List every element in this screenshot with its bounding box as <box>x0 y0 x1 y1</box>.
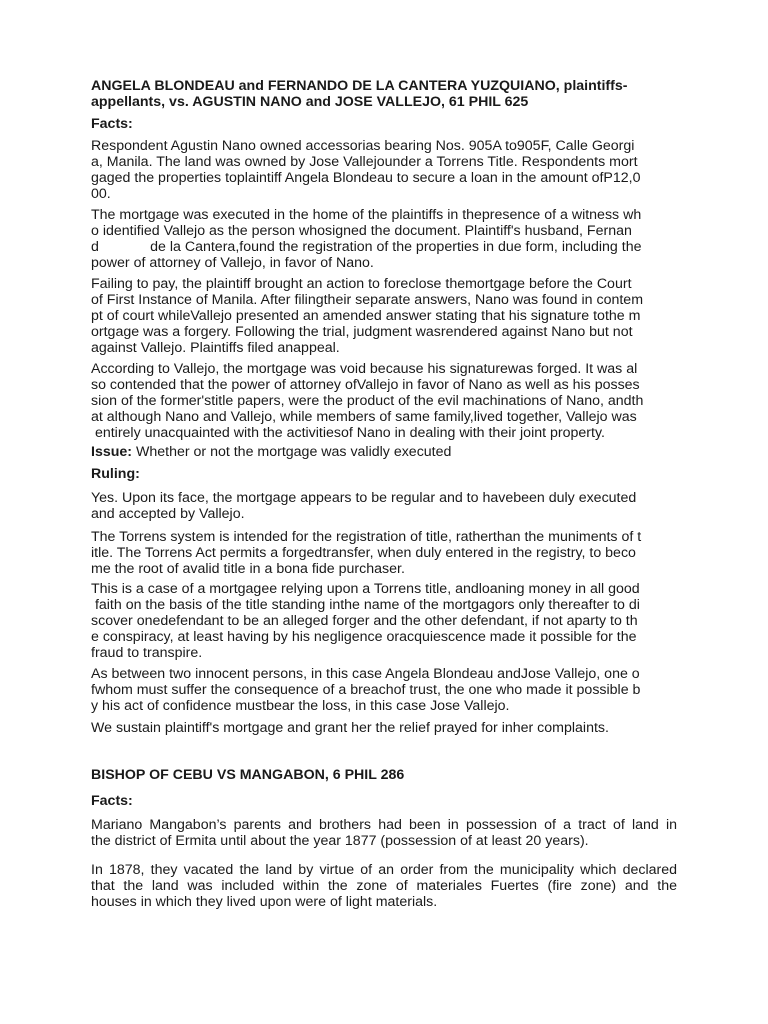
case1-issue <box>91 444 451 460</box>
text-line: According to Vallejo, the mortgage was void because his signaturewas forged. It was al <box>91 361 638 377</box>
facts-heading-text: Facts: <box>91 116 133 132</box>
case1-facts-heading <box>91 116 133 132</box>
case1-ruling-paragraph-1 <box>91 490 636 522</box>
text-line: and accepted by Vallejo. <box>91 506 245 522</box>
text-line: gaged the properties toplaintiff Angela Blondeau to secure a loan in the amount ofP12,0 <box>91 170 641 186</box>
text-line: The Torrens system is intended for the registration of title, ratherthan the muniments of t <box>91 529 642 545</box>
text-line: that the land was included within the zone of materiales Fuertes (fire zone) and the <box>91 878 677 894</box>
text-line: In 1878, they vacated the land by virtue of an order from the municipality which declared <box>91 862 677 878</box>
text-line: ortgage was a forgery. Following the trial, judgment wasrendered against Nano but not <box>91 324 633 340</box>
text-line: itle. The Torrens Act permits a forgedtransfer, when duly entered in the registry, to beco <box>91 545 636 561</box>
text-line: 00. <box>91 186 111 202</box>
text-line: We sustain plaintiff's mortgage and grant her the relief prayed for inher complaints. <box>91 720 609 736</box>
ruling-heading-text: Ruling: <box>91 466 140 482</box>
text-line: fwhom must suffer the consequence of a breachof trust, the one who made it possible b <box>91 682 641 698</box>
case1-title-line: appellants, vs. AGUSTIN NANO and JOSE VALLEJO, 61 PHIL 625 <box>91 94 529 110</box>
text-line: of First Instance of Manila. After filingtheir separate answers, Nano was found in contem <box>91 292 644 308</box>
text-line: at although Nano and Vallejo, while members of same family,lived together, Vallejo was <box>91 409 637 425</box>
case2-title-text: BISHOP OF CEBU VS MANGABON, 6 PHIL 286 <box>91 767 405 783</box>
case1-facts-paragraph-3 <box>91 276 643 356</box>
facts-heading-text: Facts: <box>91 793 133 809</box>
text-line: power of attorney of Vallejo, in favor of Nano. <box>91 255 374 271</box>
text-line: Yes. Upon its face, the mortgage appears to be regular and to havebeen duly executed <box>91 490 637 506</box>
text-line: This is a case of a mortgagee relying upon a Torrens title, andloaning money in all good <box>91 581 640 597</box>
text-line: As between two innocent persons, in this case Angela Blondeau andJose Vallejo, one o <box>91 666 640 682</box>
text-line: houses in which they lived upon were of light materials. <box>91 894 438 910</box>
case1-ruling-paragraph-4 <box>91 666 640 714</box>
case1-facts-paragraph-1 <box>91 138 641 202</box>
text-line: d de la Cantera,found the registration of the properties in due form, including the <box>91 239 642 255</box>
case1-facts-paragraph-2 <box>91 207 641 271</box>
text-line: so contended that the power of attorney ofVallejo in favor of Nano as well as his posses <box>91 377 640 393</box>
text-line: scover onedefendant to be an alleged forger and the other defendant, if not aparty to th <box>91 613 638 629</box>
text-line: o identified Vallejo as the person whosigned the document. Plaintiff's husband, Fernan <box>91 223 632 239</box>
text-line: The mortgage was executed in the home of the plaintiffs in thepresence of a witness wh <box>91 207 642 223</box>
text-line: fraud to transpire. <box>91 645 203 661</box>
text-line: y his act of confidence mustbear the loss, in this case Jose Vallejo. <box>91 698 510 714</box>
text-line: Mariano Mangabon’s parents and brothers had been in possession of a tract of land in <box>91 817 677 833</box>
text-line: a, Manila. The land was owned by Jose Vallejounder a Torrens Title. Respondents mort <box>91 154 638 170</box>
case1-ruling-paragraph-5 <box>91 720 609 736</box>
text-line: Respondent Agustin Nano owned accessorias bearing Nos. 905A to905F, Calle Georgi <box>91 138 635 154</box>
case1-title-line: ANGELA BLONDEAU and FERNANDO DE LA CANTERA YUZQUIANO, plaintiffs- <box>91 78 628 94</box>
case2-facts-paragraph-2 <box>91 862 677 910</box>
text-line: entirely unacquainted with the activitiesof Nano in dealing with their joint property. <box>91 425 605 441</box>
text-line: the district of Ermita until about the year 1877 (possession of at least 20 years). <box>91 833 589 849</box>
issue-label: Issue: <box>91 444 133 460</box>
text-line: Failing to pay, the plaintiff brought an action to foreclose themortgage before the Court <box>91 276 632 292</box>
issue-line <box>91 444 451 460</box>
text-line: sion of the former'stitle papers, were the product of the evil machinations of Nano, andth <box>91 393 644 409</box>
text-line: e conspiracy, at least having by his negligence oracquiescence made it possible for the <box>91 629 637 645</box>
case1-ruling-paragraph-3 <box>91 581 640 661</box>
case1-ruling-paragraph-2 <box>91 529 641 577</box>
case2-facts-heading <box>91 793 133 809</box>
case1-title <box>91 78 628 110</box>
case2-title <box>91 767 404 783</box>
case1-facts-paragraph-4 <box>91 361 643 441</box>
text-line: faith on the basis of the title standing inthe name of the mortgagors only thereafter to di <box>91 597 640 613</box>
text-line: pt of court whileVallejo presented an amended answer stating that his signature tothe m <box>91 308 641 324</box>
issue-text: Whether or not the mortgage was validly executed <box>132 444 452 460</box>
text-line: me the root of avalid title in a bona fide purchaser. <box>91 561 405 577</box>
case2-facts-paragraph-1 <box>91 817 677 849</box>
case1-ruling-heading <box>91 466 140 482</box>
text-line: against Vallejo. Plaintiffs filed anappeal. <box>91 340 340 356</box>
